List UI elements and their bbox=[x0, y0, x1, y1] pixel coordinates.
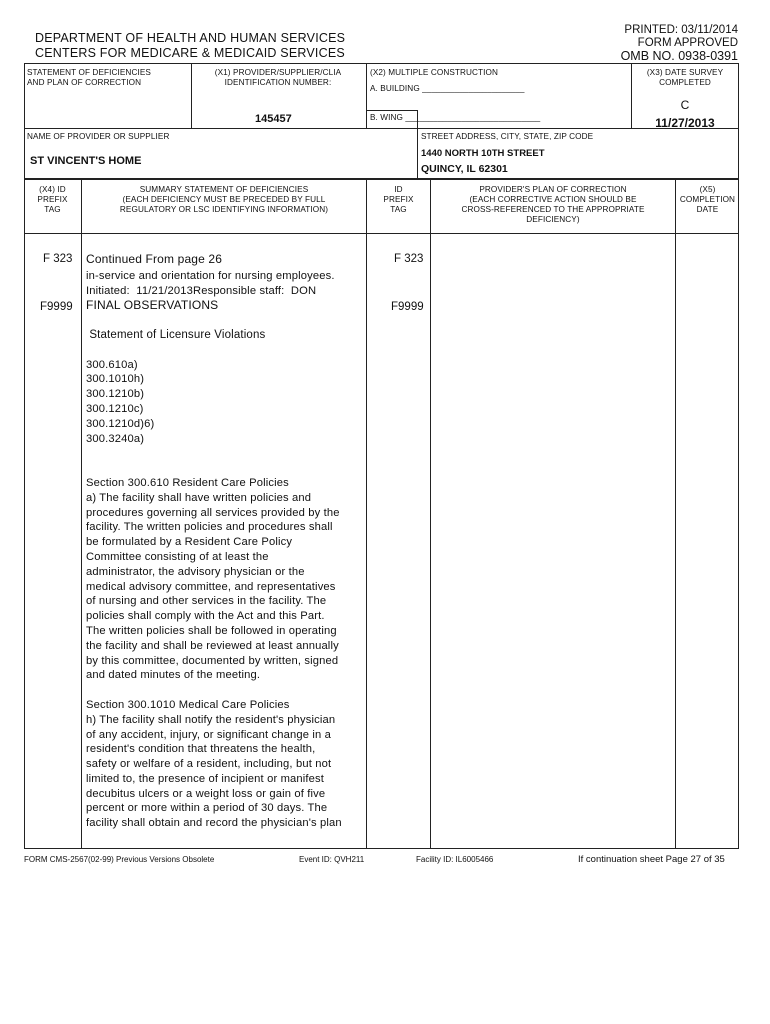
printed-date: PRINTED: 03/11/2014 bbox=[624, 24, 738, 36]
provider-name: ST VINCENT'S HOME bbox=[30, 155, 142, 167]
completion-date-header: (X5) COMPLETION DATE bbox=[679, 185, 736, 214]
summary-line: Initiated: 11/21/2013Responsible staff: DON bbox=[86, 284, 317, 297]
summary-line: 300.1010h) bbox=[86, 373, 145, 386]
plan-tag-f323: F 323 bbox=[394, 253, 424, 265]
summary-line: facility shall obtain and record the physician's plan bbox=[86, 817, 342, 830]
building-line: A. BUILDING ______________________ bbox=[370, 84, 525, 93]
table-header-divider bbox=[24, 233, 739, 234]
summary-header: SUMMARY STATEMENT OF DEFICIENCIES (EACH DEFICIENCY MUST BE PRECEDED BY FULL REGULATORY OR LSC IDENTIFYING INFORMATION) bbox=[119, 185, 329, 214]
summary-line bbox=[86, 313, 364, 328]
omb-number: OMB NO. 0938-0391 bbox=[620, 49, 738, 63]
address-street: 1440 NORTH 10TH STREET bbox=[421, 148, 545, 159]
summary-line bbox=[86, 446, 364, 461]
tag-f323: F 323 bbox=[43, 253, 73, 265]
x1-label: (X1) PROVIDER/SUPPLIER/CLIA IDENTIFICATION NUMBER: bbox=[214, 68, 342, 87]
summary-line: procedures governing all services provided by the bbox=[86, 506, 340, 519]
divider bbox=[366, 110, 418, 111]
summary-line: and dated minutes of the meeting. bbox=[86, 669, 261, 682]
summary-line: decubitus ulcers or a weight loss or gain of five bbox=[86, 787, 326, 800]
summary-line: safety or welfare of a resident, including, but not bbox=[86, 758, 332, 771]
form-id-footer: FORM CMS-2567(02-99) Previous Versions Obsolete bbox=[24, 855, 215, 864]
tag-f9999: F9999 bbox=[40, 301, 73, 313]
summary-line: percent or more within a period of 30 days. The bbox=[86, 802, 328, 815]
summary-line: Section 300.610 Resident Care Policies bbox=[86, 476, 289, 489]
summary-line: limited to, the presence of incipient or manifest bbox=[86, 772, 325, 785]
divider bbox=[675, 179, 676, 849]
summary-line: h) The facility shall notify the resident's physician bbox=[86, 713, 336, 726]
summary-line: Section 300.1010 Medical Care Policies bbox=[86, 698, 290, 711]
summary-line bbox=[86, 683, 364, 698]
divider bbox=[24, 128, 739, 129]
page-continuation: If continuation sheet Page 27 of 35 bbox=[578, 854, 725, 865]
divider bbox=[430, 179, 431, 849]
agency-header bbox=[35, 31, 345, 61]
summary-line: in-service and orientation for nursing employees. bbox=[86, 269, 335, 282]
summary-line bbox=[86, 343, 364, 358]
divider bbox=[81, 179, 82, 849]
summary-line: resident's condition that threatens the health, bbox=[86, 743, 316, 756]
plan-header: PROVIDER'S PLAN OF CORRECTION (EACH CORRECTIVE ACTION SHOULD BE CROSS-REFERENCED TO THE APPROPRIATE DEFICIENCY) bbox=[461, 185, 645, 224]
summary-line: be formulated by a Resident Care Policy bbox=[86, 536, 293, 549]
address-city: QUINCY, IL 62301 bbox=[421, 163, 508, 175]
provider-id-number: 145457 bbox=[255, 113, 292, 125]
facility-id: Facility ID: IL6005466 bbox=[416, 855, 494, 864]
summary-line: by this committee, documented by written, signed bbox=[86, 654, 339, 667]
x4-id-header: (X4) ID PREFIX TAG bbox=[37, 185, 68, 214]
wing-line: B. WING _____________________________ bbox=[370, 113, 541, 122]
form-approved: FORM APPROVED bbox=[637, 37, 738, 49]
survey-code: C bbox=[680, 98, 690, 112]
summary-line: 300.610a) bbox=[86, 358, 138, 371]
x2-label: (X2) MULTIPLE CONSTRUCTION bbox=[370, 68, 498, 77]
department-name: DEPARTMENT OF HEALTH AND HUMAN SERVICES bbox=[35, 31, 346, 45]
divider bbox=[191, 63, 192, 128]
statement-label: STATEMENT OF DEFICIENCIES AND PLAN OF CORRECTION bbox=[27, 68, 151, 87]
summary-line: of any accident, injury, or significant change in a bbox=[86, 728, 332, 741]
x3-label: (X3) DATE SURVEY COMPLETED bbox=[646, 68, 724, 87]
divider bbox=[366, 63, 367, 128]
id-prefix-header: ID PREFIX TAG bbox=[383, 185, 414, 214]
summary-line bbox=[86, 461, 364, 476]
summary-line: administrator, the advisory physician or the bbox=[86, 565, 305, 578]
summary-line: the facility and shall be reviewed at least annually bbox=[86, 639, 339, 652]
address-label: STREET ADDRESS, CITY, STATE, ZIP CODE bbox=[421, 132, 594, 141]
plan-tag-f9999: F9999 bbox=[391, 301, 424, 313]
summary-line: Statement of Licensure Violations bbox=[86, 328, 266, 341]
summary-statement-text bbox=[86, 252, 364, 831]
summary-line: 300.3240a) bbox=[86, 432, 145, 445]
provider-label: NAME OF PROVIDER OR SUPPLIER bbox=[27, 132, 170, 141]
form-approval-block bbox=[621, 24, 738, 63]
divider bbox=[366, 179, 367, 849]
summary-line: Continued From page 26 bbox=[86, 252, 223, 266]
summary-line: medical advisory committee, and representatives bbox=[86, 580, 336, 593]
summary-line: 300.1210b) bbox=[86, 388, 145, 401]
survey-completed-date: 11/27/2013 bbox=[655, 116, 715, 130]
summary-line: 300.1210c) bbox=[86, 402, 144, 415]
summary-line: FINAL OBSERVATIONS bbox=[86, 298, 219, 313]
summary-line: policies shall comply with the Act and this Part. bbox=[86, 610, 325, 623]
summary-line: facility. The written policies and procedures shall bbox=[86, 521, 333, 534]
divider bbox=[631, 63, 632, 128]
event-id: Event ID: QVH211 bbox=[299, 855, 365, 864]
summary-line: of nursing and other services in the facility. The bbox=[86, 595, 327, 608]
summary-line: Committee consisting of at least the bbox=[86, 550, 269, 563]
summary-line: a) The facility shall have written policies and bbox=[86, 491, 312, 504]
agency-name: CENTERS FOR MEDICARE & MEDICAID SERVICES bbox=[35, 46, 345, 60]
summary-line: 300.1210d)6) bbox=[86, 417, 155, 430]
summary-line: The written policies shall be followed in operating bbox=[86, 624, 337, 637]
